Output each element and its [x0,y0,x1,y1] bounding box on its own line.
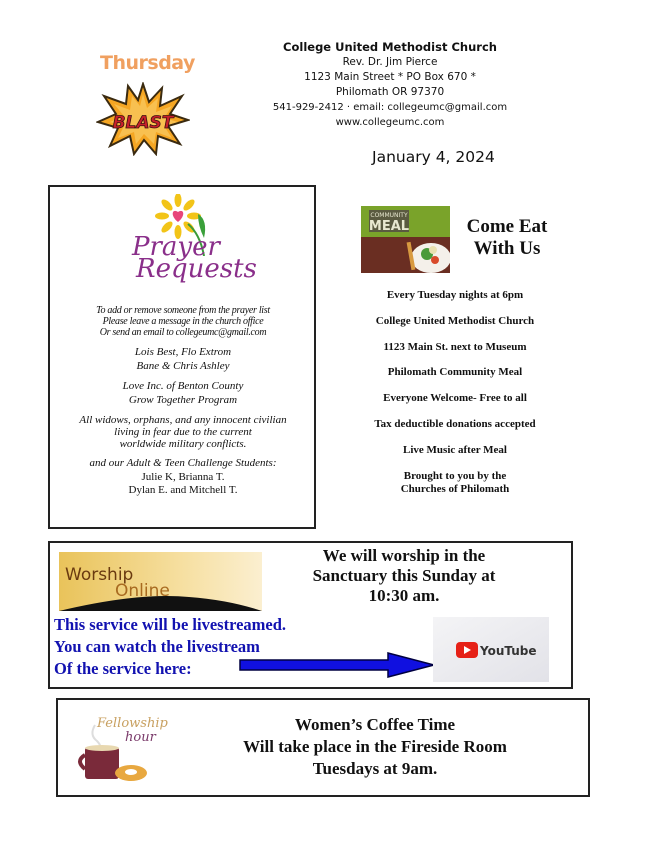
worship-announcement: We will worship in the Sanctuary this Sunday at 10:30 am. [312,546,496,605]
svg-text:Online: Online [115,581,170,601]
blast-burst-icon [96,82,190,156]
prayer-group: All widows, orphans, and any innocent civilian living in fear due to the current worldwide military conflicts. [79,414,287,450]
meal-line: Brought to you by the [403,469,507,482]
prayer-list-instructions: To add or remove someone from the prayer list Please leave a message in the church office Or send an email to collegeumc@gmail.com [96,305,270,338]
pastor-name: Rev. Dr. Jim Pierce [342,56,438,68]
meal-line: Philomath Community Meal [387,366,523,379]
meal-line: Tax deductible donations accepted [374,417,536,430]
meal-line: Live Music after Meal [403,443,507,456]
youtube-link[interactable] [433,617,549,682]
svg-text:YouTube: YouTube [480,644,537,658]
worship-online-image [59,552,262,611]
fellowship-hour-logo [75,705,175,785]
svg-text:COMMUNITY: COMMUNITY [370,212,408,219]
svg-text:MEAL: MEAL [368,219,410,234]
thursday-label: Thursday [100,52,195,74]
meal-line: College United Methodist Church [375,314,535,327]
contact-line[interactable]: 541-929-2412 · email: collegeumc@gmail.com [272,102,508,113]
meal-line: Everyone Welcome- Free to all [383,392,527,405]
prayer-list [52,346,314,498]
svg-text:BLAST: BLAST [112,113,174,133]
address-line-2: Philomath OR 97370 [335,86,445,98]
church-name: College United Methodist Church [283,40,497,54]
meal-line: Churches of Philomath [400,482,510,495]
svg-text:Worship: Worship [65,565,134,585]
address-line-1: 1123 Main Street * PO Box 670 * [304,71,476,83]
prayer-group: and our Adult & Teen Challenge Students: Julie K, Brianna T. Dylan E. and Mitchell T. [89,457,277,496]
come-eat-title: Come Eat With Us [466,216,548,259]
prayer-group: Lois Best, Flo Extrom Bane & Chris Ashley [134,346,232,372]
svg-text:Fellowship: Fellowship [97,716,168,731]
coffee-time-announcement: Women’s Coffee Time Will take place in the Fireside Room Tuesdays at 9am. [243,715,507,778]
youtube-logo-icon [433,617,549,682]
meal-line: 1123 Main St. next to Museum [383,340,527,353]
website-link[interactable]: www.collegeumc.com [335,117,445,128]
meal-line: Every Tuesday nights at 6pm [386,289,524,301]
community-meal-details [350,289,560,496]
livestream-notice: This service will be livestreamed. You can watch the livestream Of the service here: [54,615,287,678]
arrow-right-icon [238,652,436,678]
church-info [262,40,518,130]
bulletin-date: January 4, 2024 [372,148,495,166]
community-meal-image [361,206,450,273]
prayer-group: Love Inc. of Benton County Grow Together Program [122,380,244,406]
svg-text:hour: hour [125,730,156,745]
